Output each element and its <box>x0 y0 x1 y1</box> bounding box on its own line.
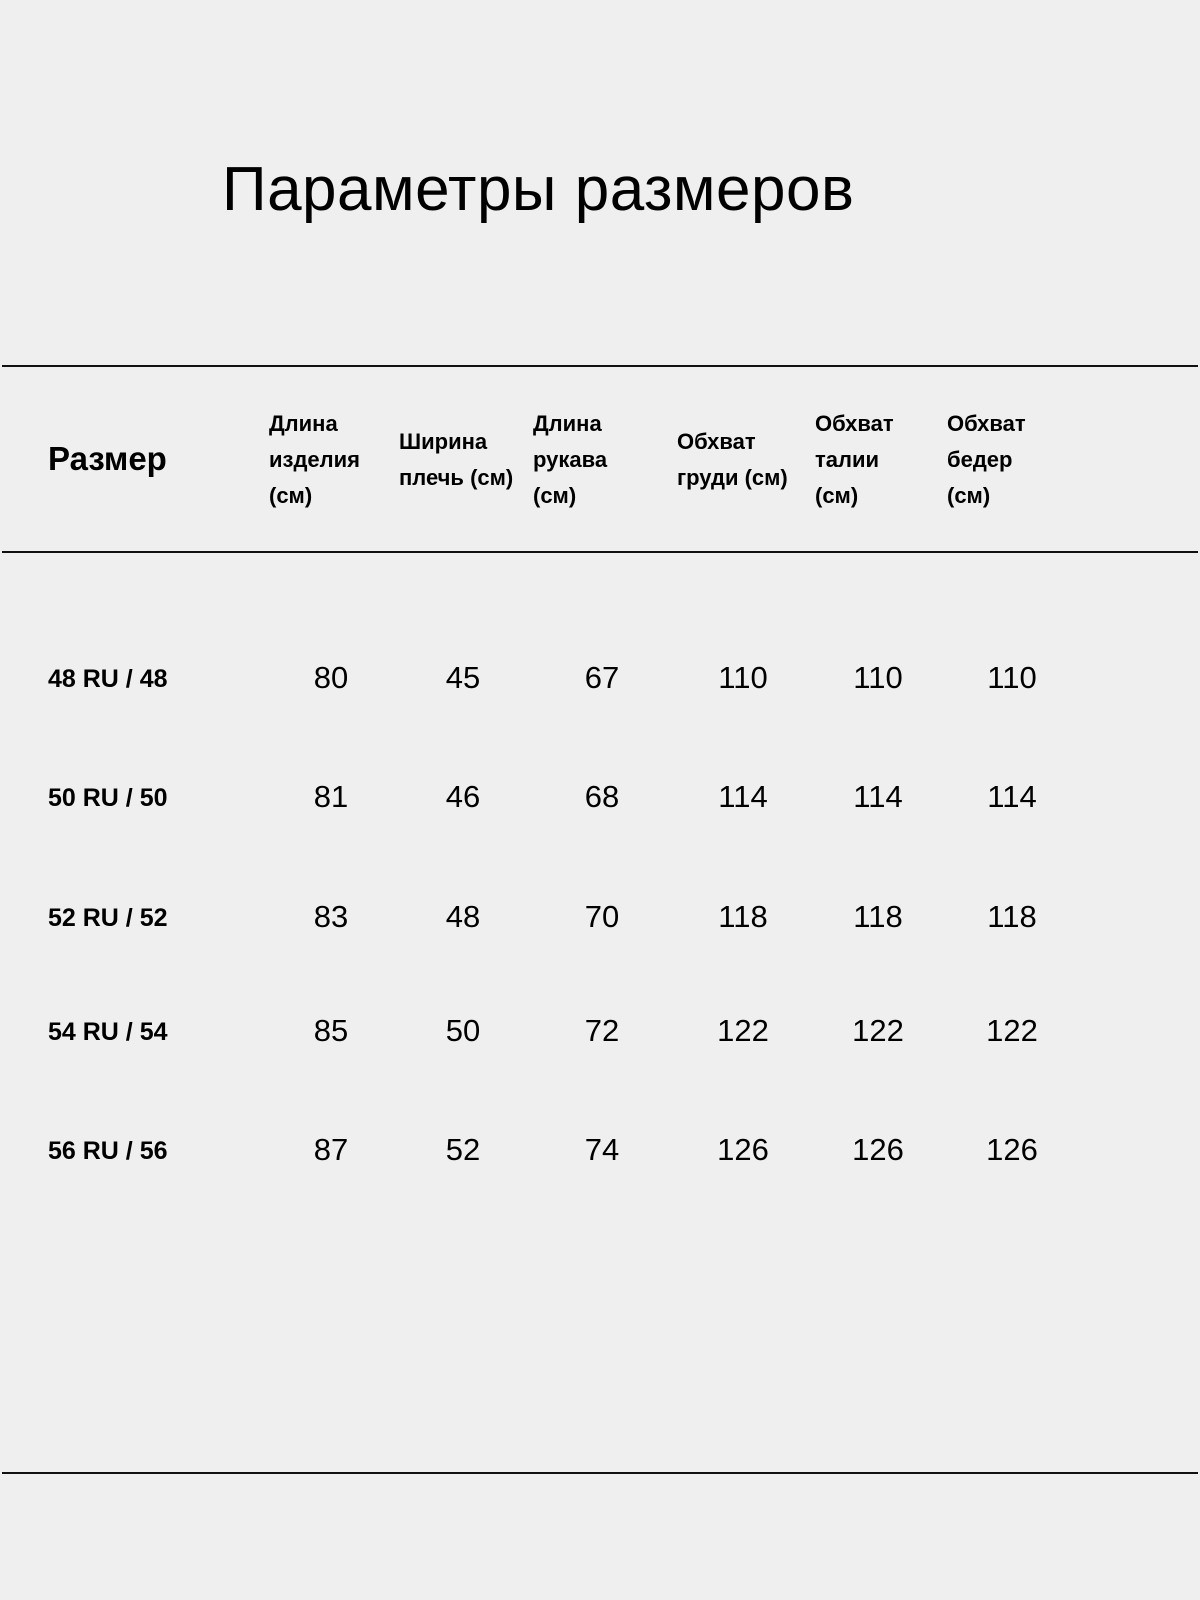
page-title: Параметры размеров <box>222 155 855 224</box>
header-hip-girth: Обхват бедер (см) <box>947 411 1026 508</box>
table-top-rule <box>2 365 1198 367</box>
header-chest-girth: Обхват груди (см) <box>677 429 788 490</box>
table-cell: 114 <box>718 779 768 814</box>
table-cell: 85 <box>313 1013 349 1048</box>
table-cell: 87 <box>313 1132 349 1167</box>
table-cell: 118 <box>718 899 768 934</box>
table-cell: 52 <box>445 1132 481 1167</box>
table-cell: 110 <box>987 660 1037 695</box>
header-waist-girth: Обхват талии (см) <box>815 411 894 508</box>
table-cell: 110 <box>718 660 768 695</box>
table-cell: 50 <box>445 1013 481 1048</box>
table-cell: 46 <box>445 779 481 814</box>
table-cell: 81 <box>313 779 349 814</box>
header-shoulder-width: Ширина плечь (см) <box>399 429 514 490</box>
table-cell: 67 <box>584 660 620 695</box>
header-product-length: Длина изделия (см) <box>269 411 360 508</box>
row-size-label: 54 RU / 54 <box>48 1018 168 1046</box>
table-bottom-rule <box>2 1472 1198 1474</box>
row-size-label: 50 RU / 50 <box>48 784 168 812</box>
table-cell: 122 <box>852 1013 904 1048</box>
table-cell: 48 <box>445 899 481 934</box>
row-size-label: 56 RU / 56 <box>48 1137 168 1165</box>
table-cell: 118 <box>987 899 1037 934</box>
table-cell: 72 <box>584 1013 620 1048</box>
table-cell: 126 <box>852 1132 904 1167</box>
table-cell: 122 <box>717 1013 769 1048</box>
table-cell: 110 <box>853 660 903 695</box>
row-size-label: 52 RU / 52 <box>48 904 168 932</box>
table-cell: 70 <box>584 899 620 934</box>
table-cell: 126 <box>986 1132 1038 1167</box>
header-sleeve-length: Длина рукава (см) <box>533 411 608 508</box>
table-cell: 122 <box>986 1013 1038 1048</box>
table-cell: 68 <box>584 779 620 814</box>
size-column-header: Размер <box>48 440 167 477</box>
row-size-label: 48 RU / 48 <box>48 665 168 693</box>
table-cell: 83 <box>313 899 349 934</box>
table-header-rule <box>2 551 1198 553</box>
table-cell: 45 <box>445 660 481 695</box>
table-cell: 114 <box>987 779 1037 814</box>
table-cell: 126 <box>717 1132 769 1167</box>
table-cell: 114 <box>853 779 903 814</box>
table-cell: 118 <box>853 899 903 934</box>
table-cell: 74 <box>584 1132 620 1167</box>
table-cell: 80 <box>313 660 349 695</box>
